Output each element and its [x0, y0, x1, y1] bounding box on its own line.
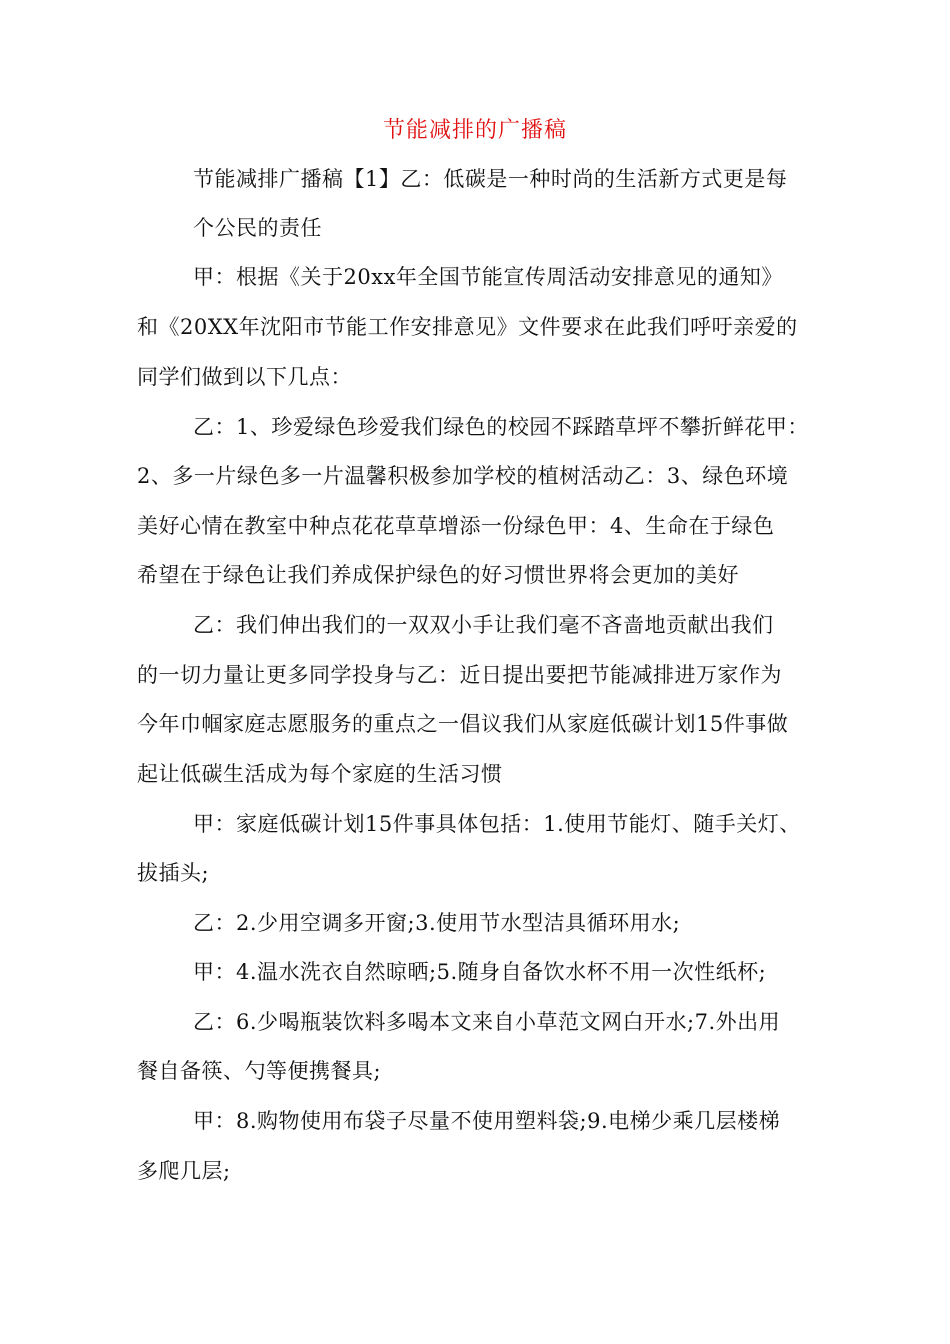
text-line: 乙：1、珍爱绿色珍爱我们绿色的校园不踩踏草坪不攀折鲜花甲：	[193, 415, 809, 439]
text-line: 甲：家庭低碳计划15件事具体包括：1.使用节能灯、随手关灯、	[193, 812, 801, 836]
text-line: 的一切力量让更多同学投身与乙：近日提出要把节能减排进万家作为	[137, 663, 782, 687]
text-line: 希望在于绿色让我们养成保护绿色的好习惯世界将会更加的美好	[137, 563, 739, 587]
text-line: 乙：2.少用空调多开窗;3.使用节水型洁具循环用水;	[193, 911, 681, 935]
text-line: 今年巾帼家庭志愿服务的重点之一倡议我们从家庭低碳计划15件事做	[137, 712, 789, 736]
text-line: 拔插头;	[137, 861, 210, 885]
text-line: 甲：根据《关于20xx年全国节能宣传周活动安排意见的通知》	[193, 265, 783, 289]
text-line: 2、多一片绿色多一片温馨积极参加学校的植树活动乙：3、绿色环境	[137, 464, 789, 488]
text-line: 同学们做到以下几点：	[137, 365, 352, 389]
text-line: 甲：4.温水洗衣自然晾晒;5.随身自备饮水杯不用一次性纸杯;	[193, 960, 767, 984]
text-line: 和《20XX年沈阳市节能工作安排意见》文件要求在此我们呼吁亲爱的	[137, 315, 798, 339]
text-line: 乙：我们伸出我们的一双双小手让我们毫不吝啬地贡献出我们	[193, 613, 774, 637]
text-line: 甲：8.购物使用布袋子尽量不使用塑料袋;9.电梯少乘几层楼梯	[193, 1109, 781, 1133]
document-title: 节能减排的广播稿	[382, 118, 567, 143]
text-line: 多爬几层;	[137, 1159, 231, 1183]
text-line: 起让低碳生活成为每个家庭的生活习惯	[137, 762, 503, 786]
text-line: 餐自备筷、勺等便携餐具;	[137, 1059, 382, 1083]
text-line: 节能减排广播稿【1】乙：低碳是一种时尚的生活新方式更是每	[193, 167, 788, 191]
text-line: 美好心情在教室中种点花花草草增添一份绿色甲：4、生命在于绿色	[137, 514, 775, 538]
text-line: 乙：6.少喝瓶装饮料多喝本文来自小草范文网白开水;7.外出用	[193, 1010, 781, 1034]
text-line: 个公民的责任	[193, 216, 322, 240]
